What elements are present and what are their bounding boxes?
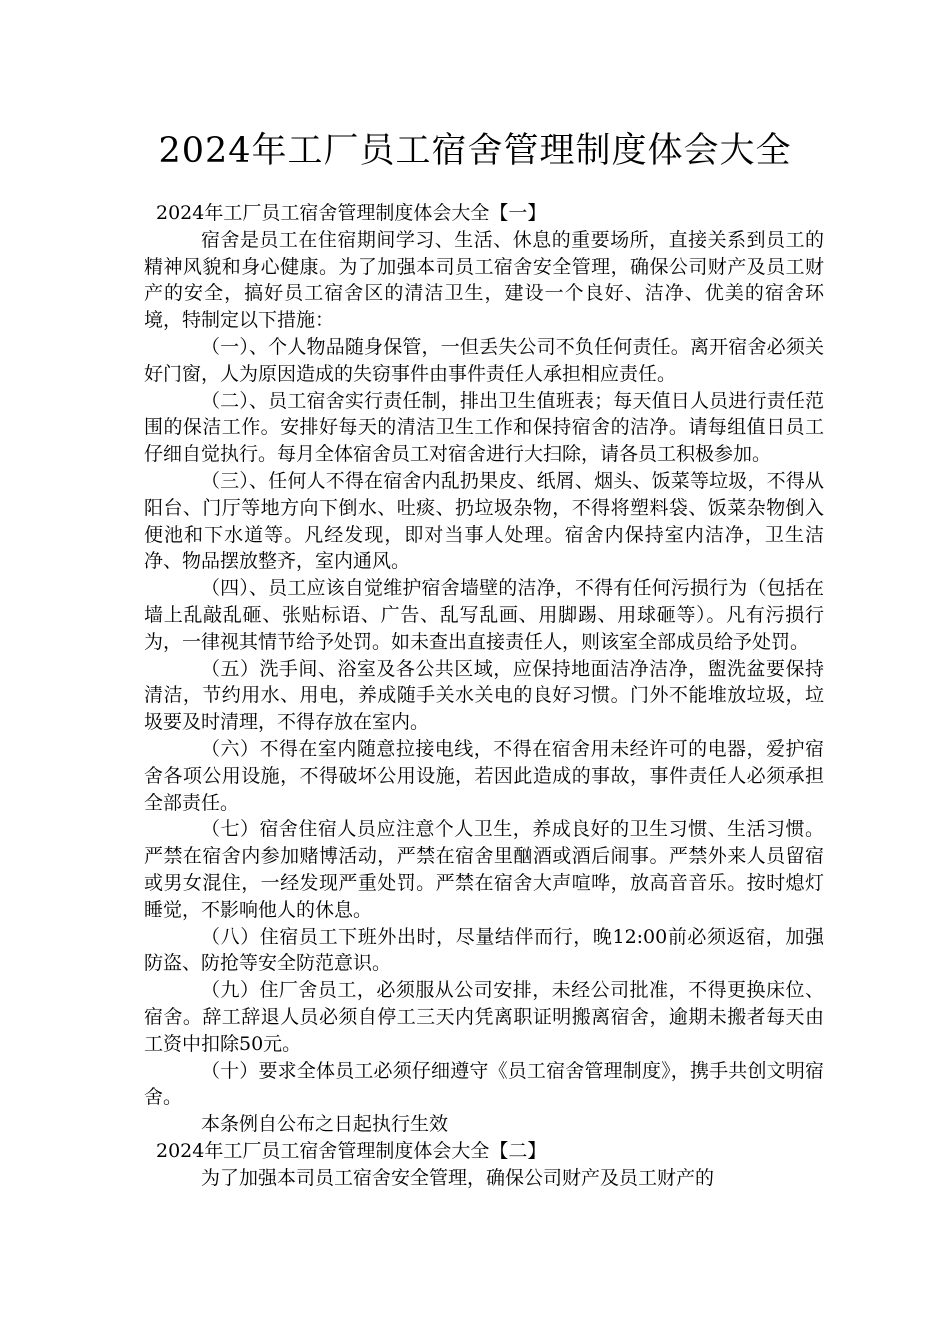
paragraph-rule-9: （九）住厂舍员工，必须服从公司安排，未经公司批准，不得更换床位、宿舍。辞工辞退人员必须自停工三天内凭离职证明搬离宿舍，逾期未搬者每天由工资中扣除50元。 bbox=[144, 979, 824, 1055]
paragraph-effective: 本条例自公布之日起执行生效 bbox=[201, 1113, 449, 1136]
paragraph-rule-8: （八）住宿员工下班外出时，尽量结伴而行，晚12:00前必须返宿，加强防盗、防抢等安全防范意识。 bbox=[144, 925, 824, 975]
document-title: 2024年工厂员工宿舍管理制度体会大全 bbox=[158, 131, 792, 171]
document-body bbox=[144, 200, 824, 1191]
paragraph-rule-5: （五）洗手间、浴室及各公共区域，应保持地面洁净洁净，盥洗盆要保持清洁，节约用水、用电，养成随手关水关电的良好习惯。门外不能堆放垃圾，垃圾要及时清理，不得存放在室内。 bbox=[144, 657, 824, 734]
paragraph-intro: 宿舍是员工在住宿期间学习、生活、休息的重要场所，直接关系到员工的精神风貌和身心健康。为了加强本司员工宿舍安全管理，确保公司财产及员工财产的安全，搞好员工宿舍区的清洁卫生，建设一个良好、洁净、优美的宿舍环境，特制定以下措施： bbox=[144, 228, 824, 332]
paragraph-rule-4: （四）、员工应该自觉维护宿舍墙壁的洁净，不得有任何污损行为（包括在墙上乱敲乱砸、张贴标语、广告、乱写乱画、用脚踢、用球砸等）。凡有污损行为，一律视其情节给予处罚。如未查出直接责任人，则该室全部成员给予处罚。 bbox=[144, 577, 824, 653]
paragraph-rule-6: （六）不得在室内随意拉接电线，不得在宿舍用未经许可的电器，爱护宿舍各项公用设施，不得破坏公用设施，若因此造成的事故，事件责任人必须承担全部责任。 bbox=[144, 737, 824, 814]
paragraph-rule-1: （一）、个人物品随身保管，一但丢失公司不负任何责任。离开宿舍必须关好门窗，人为原因造成的失窃事件由事件责任人承担相应责任。 bbox=[144, 335, 824, 385]
section-heading-2: 2024年工厂员工宿舍管理制度体会大全【二】 bbox=[156, 1139, 547, 1162]
paragraph-rule-2: （二）、员工宿舍实行责任制，排出卫生值班表；每天值日人员进行责任范围的保洁工作。安排好每天的清洁卫生工作和保持宿舍的洁净。请每组值日员工仔细自觉执行。每月全体宿舍员工对宿舍进行大扫除，请各员工积极参加。 bbox=[144, 389, 824, 466]
paragraph-rule-3: （三）、任何人不得在宿舍内乱扔果皮、纸屑、烟头、饭菜等垃圾，不得从阳台、门厅等地方向下倒水、吐痰、扔垃圾杂物，不得将塑料袋、饭菜杂物倒入便池和下水道等。凡经发现，即对当事人处理。宿舍内保持室内洁净，卫生洁净、物品摆放整齐，室内通风。 bbox=[144, 469, 824, 573]
paragraph-rule-7: （七）宿舍住宿人员应注意个人卫生，养成良好的卫生习惯、生活习惯。严禁在宿舍内参加赌博活动，严禁在宿舍里酗酒或酒后闹事。严禁外来人员留宿或男女混住，一经发现严重处罚。严禁在宿舍大声喧哗，放高音音乐。按时熄灯睡觉，不影响他人的休息。 bbox=[144, 818, 824, 921]
paragraph-rule-10: （十）要求全体员工必须仔细遵守《员工宿舍管理制度》，携手共创文明宿舍。 bbox=[144, 1059, 824, 1109]
paragraph-section2-intro: 为了加强本司员工宿舍安全管理，确保公司财产及员工财产的 bbox=[201, 1166, 715, 1189]
section-heading-1: 2024年工厂员工宿舍管理制度体会大全【一】 bbox=[156, 202, 547, 224]
